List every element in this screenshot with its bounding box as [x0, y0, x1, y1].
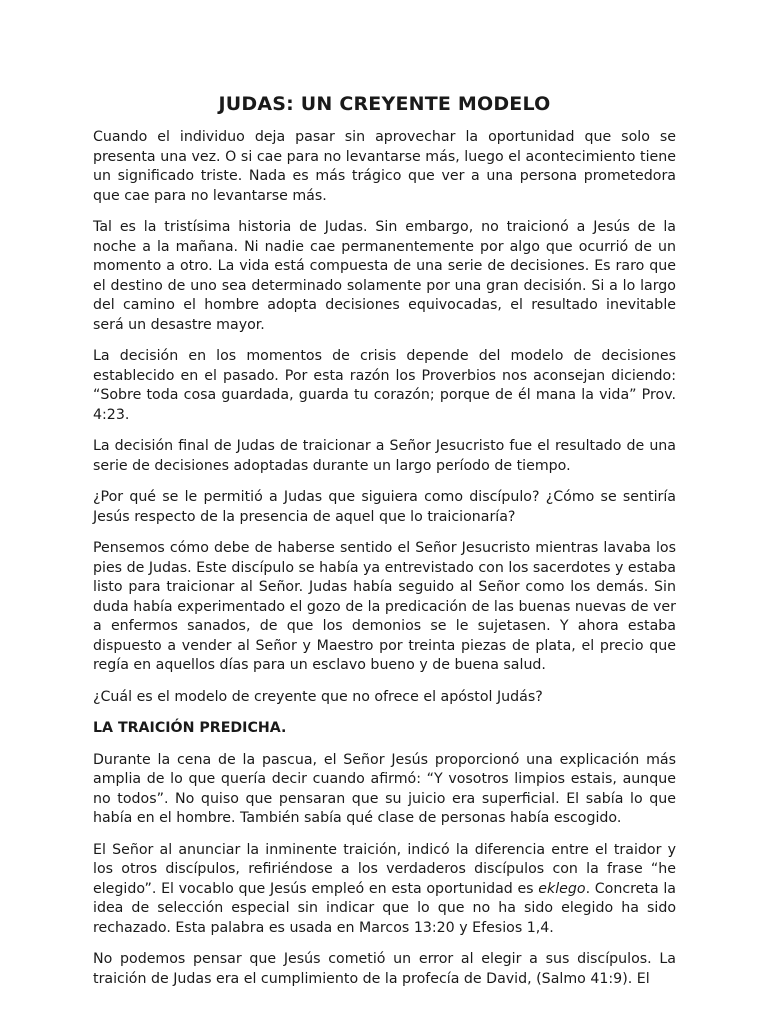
document-page	[93, 88, 676, 1001]
paragraph-2: Tal es la tristísima historia de Judas. Sin embargo, no traicionó a Jesús de la noche a la mañana. Ni nadie cae permanentemente por algo que ocurrió de un momento a otro. La vida está compuesta de una serie de decisiones. Es raro que el destino de uno sea determinado solamente por una gran decisión. Si a lo largo del camino el hombre adopta decisiones equivocadas, el resultado inevitable será un desastre mayor.	[93, 219, 676, 333]
section-heading-traicion: LA TRAICIÓN PREDICHA.	[93, 720, 287, 736]
paragraph-4: La decisión final de Judas de traicionar a Señor Jesucristo fue el resultado de una serie de decisiones adoptadas durante un largo período de tiempo.	[93, 438, 676, 474]
paragraph-6: Pensemos cómo debe de haberse sentido el Señor Jesucristo mientras lavaba los pies de Judas. Este discípulo se había ya entrevistado con los sacerdotes y estaba listo para traicionar al Señor. Judas había seguido al Señor como los demás. Sin duda había experimentado el gozo de la predicación de las buenas nuevas de ver a enfermos sanados, de que los demonios se le sujetasen. Y ahora estaba dispuesto a vender al Señor y Maestro por treinta piezas de plata, el precio que regía en aquellos días para un esclavo bueno y de buena salud.	[93, 540, 676, 673]
paragraph-10: No podemos pensar que Jesús cometió un error al elegir a sus discípulos. La traición de Judas era el cumplimiento de la profecía de David, (Salmo 41:9). El	[93, 951, 676, 987]
paragraph-9-text-b: . Concreta la idea de selección especial sin indicar que lo que no ha sido elegido ha sido rechazado. Esta palabra es usada en Marcos 13:20 y Efesios 1,4.	[93, 880, 676, 936]
paragraph-7: ¿Cuál es el modelo de creyente que no ofrece el apóstol Judás?	[93, 688, 543, 705]
paragraph-1: Cuando el individuo deja pasar sin aprovechar la oportunidad que solo se presenta una vez. O si cae para no levantarse más, luego el acontecimiento tiene un significado triste. Nada es más trágico que ver a una persona prometedora que cae para no levantarse más.	[93, 129, 676, 204]
paragraph-9-text-a: El Señor al anunciar la inminente traición, indicó la diferencia entre el traidor y los otros discípulos, refiriéndose a los verdaderos discípulos con la frase “he elegido”. El vocablo que Jesús empleó en esta oportunidad es	[93, 841, 676, 897]
paragraph-8: Durante la cena de la pascua, el Señor Jesús proporcionó una explicación más amplia de lo que quería decir cuando afirmó: “Y vosotros limpios estais, aunque no todos”. No quiso que pensaran que su juicio era superficial. El sabía lo que había en el hombre. También sabía qué clase de personas había escogido.	[93, 751, 676, 826]
paragraph-5: ¿Por qué se le permitió a Judas que siguiera como discípulo? ¿Cómo se sentiría Jesús respecto de la presencia de aquel que lo traicionaría?	[93, 489, 676, 525]
document-title: JUDAS: UN CREYENTE MODELO	[218, 93, 551, 115]
paragraph-3: La decisión en los momentos de crisis depende del modelo de decisiones establecido en el pasado. Por esta razón los Proverbios nos aconsejan diciendo: “Sobre toda cosa guardada, guarda tu corazón; porque de él mana la vida” Prov. 4:23.	[93, 348, 676, 423]
paragraph-9-emphasis: eklego	[538, 880, 586, 897]
paragraph-9	[93, 841, 676, 939]
